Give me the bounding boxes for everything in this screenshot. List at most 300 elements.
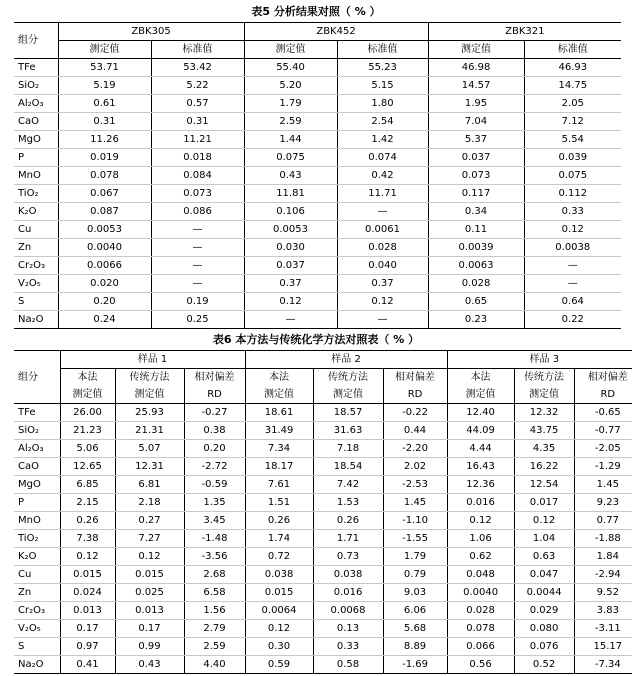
table6-cell: -2.20 [383,440,447,458]
table6-cell: 0.015 [245,584,313,602]
table6-cell: 0.17 [60,620,115,638]
table6-cell: 0.72 [245,548,313,566]
table6-cell: 18.61 [245,404,313,422]
table5-cell: 0.0038 [524,239,621,257]
table5-cell: 0.37 [337,275,428,293]
table5-cell: 0.0066 [58,257,151,275]
table6-cell: -1.29 [574,458,632,476]
table6-cell: 3.45 [184,512,245,530]
table6-cell: 3.83 [574,602,632,620]
table6-cell: 0.024 [60,584,115,602]
table6-row [14,494,632,512]
table6-subheader-bottom: 测定值 [245,386,313,404]
table5-cell: 0.0053 [244,221,337,239]
table6-cell: 1.35 [184,494,245,512]
table6-cell: 1.84 [574,548,632,566]
table6-subheader-bottom: RD [574,386,632,404]
table5-cell: 0.65 [428,293,524,311]
table6-cell: 0.080 [514,620,574,638]
table6-subheader-top: 传统方法 [115,369,184,387]
table6-cell: 25.93 [115,404,184,422]
table6-row [14,458,632,476]
table6-cell: 5.68 [383,620,447,638]
table5-component-name: Al₂O₃ [14,95,58,113]
table5-row [14,185,621,203]
table5-component-name: CaO [14,113,58,131]
table6-cell: 0.12 [115,548,184,566]
table6-cell: 12.31 [115,458,184,476]
table6-cell: 0.013 [60,602,115,620]
table5-cell: 0.117 [428,185,524,203]
table6-cell: 0.77 [574,512,632,530]
table5-cell: 0.64 [524,293,621,311]
table5-cell: 0.067 [58,185,151,203]
table5-cell: 0.018 [151,149,244,167]
table5-row [14,167,621,185]
table5-cell: 0.084 [151,167,244,185]
table6-cell: 0.17 [115,620,184,638]
table6-subheader-bottom: 测定值 [313,386,383,404]
table6-component-name: TFe [14,404,60,422]
table6-row [14,422,632,440]
table6-cell: 0.013 [115,602,184,620]
table6-group-header: 样品 2 [245,351,447,369]
table5-cell: 0.0040 [58,239,151,257]
table6-cell: 0.63 [514,548,574,566]
table6-subheader-bottom: 测定值 [60,386,115,404]
table5-cell: 0.22 [524,311,621,329]
table5-cell: 0.24 [58,311,151,329]
table5-component-name: P [14,149,58,167]
table6-cell: 1.79 [383,548,447,566]
table5-row [14,113,621,131]
table6-cell: 5.06 [60,440,115,458]
table5-cell: 0.075 [244,149,337,167]
table6-component-name: MgO [14,476,60,494]
table5-component-name: MgO [14,131,58,149]
table5-cell: 0.33 [524,203,621,221]
table6-subheader-top: 传统方法 [313,369,383,387]
table5-cell: 0.028 [337,239,428,257]
table5-cell: 0.61 [58,95,151,113]
table6-cell: 26.00 [60,404,115,422]
table6-cell: 0.43 [115,656,184,674]
table6-cell: 6.06 [383,602,447,620]
table6-cell: 0.0040 [447,584,514,602]
table5-cell: 55.23 [337,59,428,77]
table6-cell: 9.03 [383,584,447,602]
table5-cell: 0.11 [428,221,524,239]
table6-cell: 1.56 [184,602,245,620]
table5-cell: 0.019 [58,149,151,167]
table5-cell: 0.23 [428,311,524,329]
table6-cell: -2.94 [574,566,632,584]
table6-cell: 16.43 [447,458,514,476]
table5-cell: 14.75 [524,77,621,95]
table5-cell: 0.073 [428,167,524,185]
table5-cell: 0.078 [58,167,151,185]
table5-row-header: 组分 [14,23,58,59]
table6-cell: 2.79 [184,620,245,638]
table6-cell: 18.17 [245,458,313,476]
table5-row [14,59,621,77]
table6-cell: 12.32 [514,404,574,422]
table6-cell: -0.77 [574,422,632,440]
table5-cell: 0.037 [244,257,337,275]
table6-cell: -1.48 [184,530,245,548]
table6-cell: 0.59 [245,656,313,674]
table6-cell: 0.016 [447,494,514,512]
table5-cell: 0.12 [524,221,621,239]
table6-component-name: SiO₂ [14,422,60,440]
table5-component-name: V₂O₅ [14,275,58,293]
table6-cell: 21.23 [60,422,115,440]
table5-cell: 2.59 [244,113,337,131]
table5-cell: 0.028 [428,275,524,293]
table6-cell: 0.62 [447,548,514,566]
table6-cell: 1.45 [574,476,632,494]
table6-row [14,620,632,638]
table6-cell: -2.05 [574,440,632,458]
table5-cell: — [151,221,244,239]
table5-cell: — [151,257,244,275]
table5-cell: — [524,275,621,293]
table6-cell: 0.27 [115,512,184,530]
table5-cell: 5.15 [337,77,428,95]
table5-cell: 53.42 [151,59,244,77]
table6-cell: 15.17 [574,638,632,656]
table5-cell: 0.12 [337,293,428,311]
table5-row [14,293,621,311]
table6-row [14,404,632,422]
table6-cell: 0.26 [245,512,313,530]
table6-cell: 0.076 [514,638,574,656]
table6-cell: 1.53 [313,494,383,512]
table6-cell: 0.56 [447,656,514,674]
table6-row [14,548,632,566]
table5-cell: 0.086 [151,203,244,221]
table5-cell: 1.44 [244,131,337,149]
table6-cell: 0.33 [313,638,383,656]
table5-cell: — [151,275,244,293]
table6-subheader-top: 相对偏差 [383,369,447,387]
table6-cell: 2.15 [60,494,115,512]
table6-cell: 0.99 [115,638,184,656]
table6-subheader-top: 相对偏差 [184,369,245,387]
table5-cell: 11.81 [244,185,337,203]
table6-component-name: Al₂O₃ [14,440,60,458]
table5-cell: 0.0063 [428,257,524,275]
table5-component-name: TiO₂ [14,185,58,203]
table6-cell: -0.65 [574,404,632,422]
table5-cell: — [524,257,621,275]
table5-cell: 46.93 [524,59,621,77]
table6-cell: 44.09 [447,422,514,440]
table6-cell: 0.58 [313,656,383,674]
table5-cell: 2.54 [337,113,428,131]
table6-row [14,602,632,620]
table6-row [14,440,632,458]
table5-cell: 2.05 [524,95,621,113]
table6-cell: -1.69 [383,656,447,674]
table5-component-name: Cr₂O₃ [14,257,58,275]
table5-subheader: 测定值 [244,41,337,59]
table5-cell: 0.030 [244,239,337,257]
table6-caption: 表6 本方法与传统化学方法对照表（ % ） [212,333,420,346]
table5-cell: 0.43 [244,167,337,185]
table6-cell: -1.88 [574,530,632,548]
table5-cell: 0.0061 [337,221,428,239]
table6-subheader-bottom: 测定值 [115,386,184,404]
table6-cell: 0.26 [60,512,115,530]
table6-cell: -2.53 [383,476,447,494]
table6-cell: 4.44 [447,440,514,458]
table6-component-name: Zn [14,584,60,602]
table6-cell: 0.025 [115,584,184,602]
table6-cell: 0.13 [313,620,383,638]
table5-cell: 0.075 [524,167,621,185]
table6-cell: 12.65 [60,458,115,476]
table5-cell: 11.26 [58,131,151,149]
table6 [14,350,632,674]
table6-cell: 1.71 [313,530,383,548]
table6-cell: 0.41 [60,656,115,674]
table6-cell: 0.078 [447,620,514,638]
table5-cell: 14.57 [428,77,524,95]
table5-row [14,275,621,293]
table5-cell: 7.04 [428,113,524,131]
table6-cell: 2.02 [383,458,447,476]
table5-group-header: ZBK452 [244,23,428,41]
table6-cell: 12.36 [447,476,514,494]
table6-cell: 0.12 [245,620,313,638]
table5-cell: 5.37 [428,131,524,149]
table5-cell: 0.037 [428,149,524,167]
table6-cell: 0.066 [447,638,514,656]
table6-row [14,584,632,602]
table5-cell: 1.95 [428,95,524,113]
table6-component-name: P [14,494,60,512]
table6-cell: -0.27 [184,404,245,422]
table6-cell: -0.59 [184,476,245,494]
table6-cell: 12.40 [447,404,514,422]
table6-cell: 0.015 [115,566,184,584]
table5-cell: 0.0039 [428,239,524,257]
table5 [14,22,621,329]
table6-component-name: MnO [14,512,60,530]
table5-cell: 0.25 [151,311,244,329]
table6-cell: 21.31 [115,422,184,440]
table5-cell: 1.80 [337,95,428,113]
table6-cell: 7.34 [245,440,313,458]
table6-cell: 7.61 [245,476,313,494]
table5-row [14,149,621,167]
table5-cell: 5.22 [151,77,244,95]
table6-subheader-top: 相对偏差 [574,369,632,387]
table6-row [14,530,632,548]
table6-cell: 5.07 [115,440,184,458]
table6-cell: 31.63 [313,422,383,440]
table5-cell: 0.19 [151,293,244,311]
table6-cell: 0.016 [313,584,383,602]
table6-row-header: 组分 [14,351,60,404]
table6-cell: 0.12 [514,512,574,530]
table5-group-header: ZBK321 [428,23,621,41]
table5-caption: 表5 分析结果对照（ % ） [251,5,381,18]
table6-row [14,656,632,674]
table5-cell: 55.40 [244,59,337,77]
table5-subheader: 标准值 [337,41,428,59]
table6-cell: 0.048 [447,566,514,584]
table6-cell: 8.89 [383,638,447,656]
table6-row [14,476,632,494]
table6-subheader-bottom: RD [383,386,447,404]
table6-component-name: S [14,638,60,656]
table5-cell: 0.57 [151,95,244,113]
table5-cell: 0.020 [58,275,151,293]
table6-subheader-bottom: RD [184,386,245,404]
table6-cell: 18.57 [313,404,383,422]
table5-cell: — [244,311,337,329]
table5-cell: 5.54 [524,131,621,149]
table5-cell: 0.040 [337,257,428,275]
table6-cell: 0.12 [60,548,115,566]
table5-group-header: ZBK305 [58,23,244,41]
table6-cell: 9.23 [574,494,632,512]
table6-cell: 4.40 [184,656,245,674]
table6-cell: 7.27 [115,530,184,548]
table6-cell: 0.047 [514,566,574,584]
table5-cell: 0.112 [524,185,621,203]
table6-cell: 0.12 [447,512,514,530]
table6-cell: 1.51 [245,494,313,512]
table6-cell: 0.20 [184,440,245,458]
table6-cell: 0.038 [313,566,383,584]
table6-subheader-top: 传统方法 [514,369,574,387]
table6-subheader-top: 本法 [245,369,313,387]
table6-component-name: Cu [14,566,60,584]
table6-cell: 7.18 [313,440,383,458]
table5-row [14,311,621,329]
table6-row [14,566,632,584]
table6-component-name: V₂O₅ [14,620,60,638]
table5-cell: 0.074 [337,149,428,167]
table5-cell: 0.42 [337,167,428,185]
table5-cell: 11.21 [151,131,244,149]
table5-cell: — [151,239,244,257]
table6-cell: 0.73 [313,548,383,566]
table5-cell: 0.073 [151,185,244,203]
table6-cell: 0.52 [514,656,574,674]
table6-cell: 0.97 [60,638,115,656]
table5-cell: 1.79 [244,95,337,113]
table6-cell: 2.68 [184,566,245,584]
table6-subheader-top: 本法 [60,369,115,387]
table6-cell: 0.0044 [514,584,574,602]
table6-cell: 0.0064 [245,602,313,620]
table6-cell: -2.72 [184,458,245,476]
table5-cell: 0.039 [524,149,621,167]
table5-cell: 53.71 [58,59,151,77]
table6-group-header: 样品 1 [60,351,245,369]
table6-component-name: Cr₂O₃ [14,602,60,620]
table6-cell: -1.10 [383,512,447,530]
table6-cell: 0.029 [514,602,574,620]
table6-group-header: 样品 3 [447,351,632,369]
table5-cell: 0.34 [428,203,524,221]
table6-cell: 0.79 [383,566,447,584]
table6-cell: 7.42 [313,476,383,494]
table6-cell: 2.59 [184,638,245,656]
table6-cell: 0.30 [245,638,313,656]
table5-row [14,257,621,275]
table6-cell: 0.028 [447,602,514,620]
table6-component-name: K₂O [14,548,60,566]
table6-component-name: Na₂O [14,656,60,674]
table5-row [14,131,621,149]
table6-cell: -3.11 [574,620,632,638]
table5-component-name: TFe [14,59,58,77]
table5-cell: 1.42 [337,131,428,149]
table5-cell: 0.20 [58,293,151,311]
table5-component-name: Zn [14,239,58,257]
table5-row [14,95,621,113]
table6-cell: 12.54 [514,476,574,494]
table6-component-name: CaO [14,458,60,476]
table6-cell: 0.017 [514,494,574,512]
table5-subheader: 标准值 [151,41,244,59]
table6-cell: 43.75 [514,422,574,440]
table6-subheader-top: 本法 [447,369,514,387]
table6-cell: -0.22 [383,404,447,422]
table5-cell: — [337,203,428,221]
table6-cell: -1.55 [383,530,447,548]
table6-subheader-bottom: 测定值 [514,386,574,404]
table5-row [14,239,621,257]
table6-cell: 2.18 [115,494,184,512]
table6-cell: 1.45 [383,494,447,512]
table5-cell: 0.12 [244,293,337,311]
table5-row [14,77,621,95]
table6-cell: 0.38 [184,422,245,440]
table6-component-name: TiO₂ [14,530,60,548]
table5-cell: 11.71 [337,185,428,203]
table5-cell: 0.31 [58,113,151,131]
table5-component-name: K₂O [14,203,58,221]
table6-cell: 6.85 [60,476,115,494]
table5-cell: 0.0053 [58,221,151,239]
table6-cell: -3.56 [184,548,245,566]
table6-cell: 18.54 [313,458,383,476]
table5-subheader: 标准值 [524,41,621,59]
table5-component-name: S [14,293,58,311]
table6-row [14,638,632,656]
table5-cell: 0.37 [244,275,337,293]
table5-cell: 0.31 [151,113,244,131]
table6-cell: 1.74 [245,530,313,548]
table6-cell: 0.26 [313,512,383,530]
table6-cell: 0.038 [245,566,313,584]
table6-cell: 6.81 [115,476,184,494]
table6-cell: 1.06 [447,530,514,548]
table5-component-name: Na₂O [14,311,58,329]
table5-subheader: 测定值 [428,41,524,59]
table6-cell: 0.44 [383,422,447,440]
table5-component-name: SiO₂ [14,77,58,95]
table6-cell: 4.35 [514,440,574,458]
table6-cell: -7.34 [574,656,632,674]
table6-subheader-bottom: 测定值 [447,386,514,404]
